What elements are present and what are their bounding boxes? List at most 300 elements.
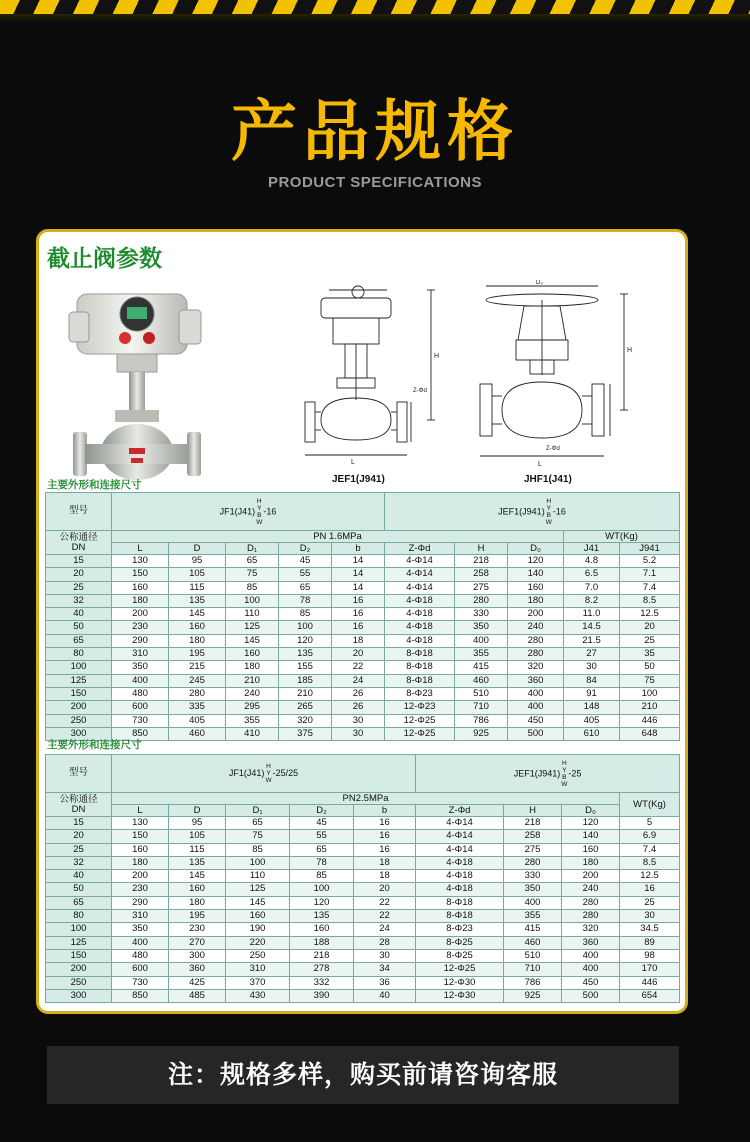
table-cell: 8-Φ18 [385,674,455,687]
model-stack-letter: H [561,759,567,767]
table-row [46,674,680,687]
table-row [46,856,680,869]
dn-cell: 200 [46,701,112,714]
table-cell: 34.5 [620,923,680,936]
model-stack-letter: W [561,780,568,788]
model-stack-letter: W [265,777,272,784]
table-cell: 4-Φ18 [385,634,455,647]
table-cell: 280 [169,687,226,700]
table-row [46,976,680,989]
model-label: 型号 [46,755,112,793]
table-cell: 230 [112,883,169,896]
table-cell: 160 [112,581,169,594]
model-b-prefix: JEF1(J941) [513,768,561,779]
table-row [46,843,680,856]
table-cell: 4-Φ14 [385,555,455,568]
column-header: b [332,543,385,555]
table-cell: 8-Φ18 [416,896,504,909]
table-cell: 4-Φ14 [416,843,504,856]
table2-section-label: 主要外形和连接尺寸 [47,739,142,751]
table-cell: 500 [562,989,620,1002]
table-cell: 50 [620,661,680,674]
table-cell: 34 [354,963,416,976]
table-cell: 4.8 [564,555,620,568]
model-stack-letter: Y [257,504,262,512]
table-row [46,701,680,714]
table-cell: 460 [504,936,562,949]
table-cell: 610 [564,727,620,740]
drawing2-caption: JHF1(J41) [524,474,572,485]
table-cell: 12-Φ25 [385,727,455,740]
table-cell: 4-Φ14 [416,817,504,830]
table-cell: 160 [169,883,226,896]
table-cell: 425 [169,976,226,989]
table-cell: 218 [455,555,508,568]
table-cell: 4-Φ14 [385,568,455,581]
table-cell: 160 [226,648,279,661]
dn-cell: 15 [46,555,112,568]
table-cell: 8.5 [620,594,680,607]
table-cell: 8-Φ23 [416,923,504,936]
valve-photo [59,272,229,502]
table-cell: 20 [354,883,416,896]
column-header: D₁ [226,805,290,817]
model-stack-letter: B [257,511,262,519]
table-cell: 460 [169,727,226,740]
table-cell: 12-Φ25 [385,714,455,727]
table-cell: 258 [455,568,508,581]
model-stack-letter: W [545,518,552,526]
svg-text:D₀: D₀ [536,280,543,286]
table-cell: 45 [279,555,332,568]
table-cell: 355 [455,648,508,661]
table-cell: 26 [332,701,385,714]
table-cell: 375 [279,727,332,740]
dn-cell: 80 [46,910,112,923]
table-cell: 188 [290,936,354,949]
table-cell: 130 [112,817,169,830]
table-cell: 295 [226,701,279,714]
table-cell: 22 [332,661,385,674]
table-cell: 195 [169,648,226,661]
model-b-suffix: -16 [552,506,566,517]
table-cell: 6.9 [620,830,680,843]
table-cell: 258 [504,830,562,843]
table-cell: 400 [508,687,564,700]
table-cell: 140 [562,830,620,843]
table-cell: 12.5 [620,608,680,621]
table-cell: 500 [508,727,564,740]
table-cell: 405 [564,714,620,727]
table-cell: 22 [354,910,416,923]
dn-cell: 20 [46,830,112,843]
table-cell: 135 [279,648,332,661]
table-cell: 30 [620,910,680,923]
table-cell: 446 [620,976,680,989]
dn-cell: 125 [46,674,112,687]
table-row [46,963,680,976]
dn-label-1: 公称通径 [59,793,98,805]
dn-cell: 100 [46,661,112,674]
table-cell: 400 [562,963,620,976]
table-cell: 85 [290,870,354,883]
table-cell: 200 [508,608,564,621]
model-a-prefix: JF1(J41) [219,506,256,517]
dn-cell: 25 [46,843,112,856]
hazard-stripe [0,0,750,14]
weight-header: WT(Kg) [564,531,680,543]
table-cell: 135 [290,910,354,923]
table-cell: 360 [562,936,620,949]
table-cell: 135 [169,594,226,607]
table-cell: 75 [226,568,279,581]
table-cell: 16 [332,594,385,607]
column-header: H [504,805,562,817]
table-cell: 370 [226,976,290,989]
table-row [46,870,680,883]
table-cell: 18 [354,870,416,883]
table-cell: 446 [620,714,680,727]
table-cell: 230 [112,621,169,634]
table-cell: 265 [279,701,332,714]
spec-table-pn25 [45,754,680,1003]
model-stack-letter: B [546,511,551,519]
table-cell: 230 [169,923,226,936]
table-cell: 120 [562,817,620,830]
table-cell: 710 [504,963,562,976]
table-cell: 332 [290,976,354,989]
model-a-stack [256,498,262,526]
table-row [46,910,680,923]
table-cell: 786 [504,976,562,989]
table-cell: 145 [226,896,290,909]
table-cell: 450 [508,714,564,727]
table-cell: 600 [112,963,169,976]
table-cell: 125 [226,883,290,896]
table-cell: 290 [112,896,169,909]
table-cell: 290 [112,634,169,647]
table-cell: 390 [290,989,354,1002]
table-cell: 310 [112,910,169,923]
table-cell: 330 [504,870,562,883]
column-header: Z-Φd [416,805,504,817]
table-cell: 4-Φ14 [416,830,504,843]
table-cell: 20 [620,621,680,634]
table-cell: 320 [508,661,564,674]
table-cell: 215 [169,661,226,674]
table-cell: 95 [169,555,226,568]
dn-cell: 100 [46,923,112,936]
table-cell: 350 [112,661,169,674]
column-header: Z-Φd [385,543,455,555]
table-cell: 355 [226,714,279,727]
column-header: D [169,805,226,817]
table-cell: 100 [279,621,332,634]
column-header: D₂ [279,543,332,555]
table-cell: 270 [169,936,226,949]
table-cell: 710 [455,701,508,714]
table-cell: 350 [455,621,508,634]
table-cell: 36 [354,976,416,989]
table-cell: 24 [354,923,416,936]
table-cell: 16 [354,843,416,856]
table-cell: 16 [354,817,416,830]
table-cell: 730 [112,976,169,989]
table-cell: 218 [504,817,562,830]
table-row [46,608,680,621]
dn-cell: 15 [46,817,112,830]
dn-cell: 32 [46,856,112,869]
table-cell: 400 [455,634,508,647]
table-cell: 98 [620,949,680,962]
table-cell: 12-Φ23 [385,701,455,714]
table-cell: 5 [620,817,680,830]
dn-label-2: DN [71,803,86,815]
table-cell: 65 [290,843,354,856]
table-cell: 6.5 [564,568,620,581]
svg-text:Z-Φd: Z-Φd [546,446,560,452]
table-row [46,896,680,909]
table-row [46,594,680,607]
table-cell: 485 [169,989,226,1002]
table-cell: 4-Φ14 [385,581,455,594]
table-cell: 180 [226,661,279,674]
table-cell: 8-Φ18 [385,661,455,674]
table-cell: 40 [354,989,416,1002]
table-row [46,817,680,830]
table-cell: 110 [226,608,279,621]
table-cell: 160 [508,581,564,594]
table-cell: 200 [112,608,169,621]
table-cell: 280 [508,634,564,647]
table-cell: 91 [564,687,620,700]
table-cell: 180 [112,594,169,607]
model-b-stack [546,498,552,526]
table-cell: 430 [226,989,290,1002]
table-cell: 16 [332,608,385,621]
table-cell: 160 [562,843,620,856]
table-cell: 8-Φ18 [416,910,504,923]
model-stack-letter: Y [562,766,567,774]
table-cell: 330 [455,608,508,621]
table-cell: 150 [112,830,169,843]
table-cell: 360 [508,674,564,687]
dn-cell: 125 [46,936,112,949]
table-cell: 355 [504,910,562,923]
table-cell: 120 [290,896,354,909]
model-label: 型号 [46,493,112,531]
table-cell: 850 [112,727,169,740]
table-cell: 310 [112,648,169,661]
table-cell: 300 [169,949,226,962]
column-header: D₂ [290,805,354,817]
table-cell: 450 [562,976,620,989]
column-header: D₀ [508,543,564,555]
table-cell: 45 [290,817,354,830]
table-cell: 360 [169,963,226,976]
table-cell: 400 [504,896,562,909]
model-b [416,755,680,793]
dn-cell: 32 [46,594,112,607]
table-cell: 400 [562,949,620,962]
table-cell: 240 [226,687,279,700]
table-cell: 25 [620,634,680,647]
spec-table-pn16 [45,492,680,741]
table-cell: 84 [564,674,620,687]
table-cell: 170 [620,963,680,976]
table-row [46,621,680,634]
table-cell: 480 [112,949,169,962]
spec-card [36,229,688,1014]
table-row [46,923,680,936]
svg-text:H: H [434,353,440,360]
table-cell: 16 [332,621,385,634]
model-b-suffix: -25 [568,768,582,779]
table-cell: 160 [112,843,169,856]
table-cell: 180 [169,896,226,909]
table-cell: 55 [279,568,332,581]
dn-cell: 40 [46,870,112,883]
table-cell: 100 [226,594,279,607]
model-b-prefix: JEF1(J941) [498,506,545,517]
table-cell: 85 [279,608,332,621]
table-cell: 28 [354,936,416,949]
table-row [46,936,680,949]
table-cell: 400 [112,936,169,949]
table-cell: 30 [564,661,620,674]
dn-cell: 65 [46,896,112,909]
table-row [46,687,680,700]
table-cell: 105 [169,830,226,843]
column-header: D₁ [226,543,279,555]
dn-cell: 150 [46,687,112,700]
dn-cell: 150 [46,949,112,962]
table-cell: 8-Φ25 [416,949,504,962]
table-cell: 115 [169,581,226,594]
table-cell: 320 [562,923,620,936]
table-cell: 100 [290,883,354,896]
table-cell: 30 [332,714,385,727]
table-cell: 155 [279,661,332,674]
table-cell: 400 [112,674,169,687]
table-cell: 75 [226,830,290,843]
table-cell: 4-Φ18 [385,608,455,621]
dn-cell: 250 [46,714,112,727]
table-cell: 350 [504,883,562,896]
table-cell: 4-Φ18 [416,856,504,869]
table-cell: 100 [620,687,680,700]
valve-drawing-electric [291,280,466,470]
table-cell: 55 [290,830,354,843]
table-cell: 925 [504,989,562,1002]
table-cell: 125 [226,621,279,634]
table-cell: 105 [169,568,226,581]
table-cell: 18 [332,634,385,647]
table-cell: 65 [279,581,332,594]
table-cell: 16 [354,830,416,843]
table-cell: 200 [112,870,169,883]
dn-label-2: DN [71,541,86,553]
table-cell: 278 [290,963,354,976]
table-cell: 925 [455,727,508,740]
table-cell: 100 [226,856,290,869]
dn-header [46,793,112,817]
table-cell: 14 [332,555,385,568]
table-cell: 75 [620,674,680,687]
table-cell: 320 [279,714,332,727]
table-row [46,568,680,581]
dn-cell: 300 [46,989,112,1002]
table-cell: 180 [562,856,620,869]
svg-text:L: L [538,461,542,468]
table-row [46,581,680,594]
table-cell: 150 [112,568,169,581]
table-cell: 110 [226,870,290,883]
table-cell: 7.1 [620,568,680,581]
model-a-suffix: -25/25 [272,768,299,779]
table-cell: 30 [332,727,385,740]
table-cell: 14.5 [564,621,620,634]
svg-text:H: H [627,347,633,354]
table-cell: 26 [332,687,385,700]
table-cell: 480 [112,687,169,700]
dn-header [46,531,112,555]
model-stack-letter: H [266,763,271,770]
card-title: 截止阀参数 [47,246,162,272]
table-cell: 95 [169,817,226,830]
table-cell: 600 [112,701,169,714]
table-cell: 140 [508,568,564,581]
table-row [46,634,680,647]
model-stack-letter: Y [266,770,271,777]
table-cell: 16 [620,883,680,896]
table-cell: 25 [620,896,680,909]
table-cell: 410 [226,727,279,740]
table-cell: 460 [455,674,508,687]
weight-header: WT(Kg) [620,793,680,817]
drawing1-caption: JEF1(J941) [332,474,385,485]
table-cell: 8.5 [620,856,680,869]
footer-note: 注：规格多样，购买前请咨询客服 [47,1046,679,1104]
page-title: 产品规格 [231,93,519,170]
table-cell: 4-Φ18 [416,870,504,883]
table-cell: 4-Φ18 [385,594,455,607]
table-cell: 786 [455,714,508,727]
table-cell: 350 [112,923,169,936]
table-cell: 21.5 [564,634,620,647]
table-cell: 310 [226,963,290,976]
model-b [385,493,680,531]
table-cell: 180 [169,634,226,647]
model-stack-letter: Y [546,504,551,512]
table-cell: 148 [564,701,620,714]
table-cell: 30 [354,949,416,962]
table-cell: 400 [508,701,564,714]
model-stack-letter: H [546,497,552,505]
model-a-prefix: JF1(J41) [228,768,265,779]
table-cell: 220 [226,936,290,949]
table1-section-label: 主要外形和连接尺寸 [47,479,142,491]
pressure-header: PN2.5MPa [112,793,620,805]
model-stack-letter: H [256,497,262,505]
table-cell: 35 [620,648,680,661]
table-cell: 240 [562,883,620,896]
valve-drawing-manual [472,280,642,470]
table-cell: 275 [455,581,508,594]
model-a-suffix: -16 [263,506,277,517]
table-cell: 12-Φ30 [416,976,504,989]
table-cell: 415 [504,923,562,936]
